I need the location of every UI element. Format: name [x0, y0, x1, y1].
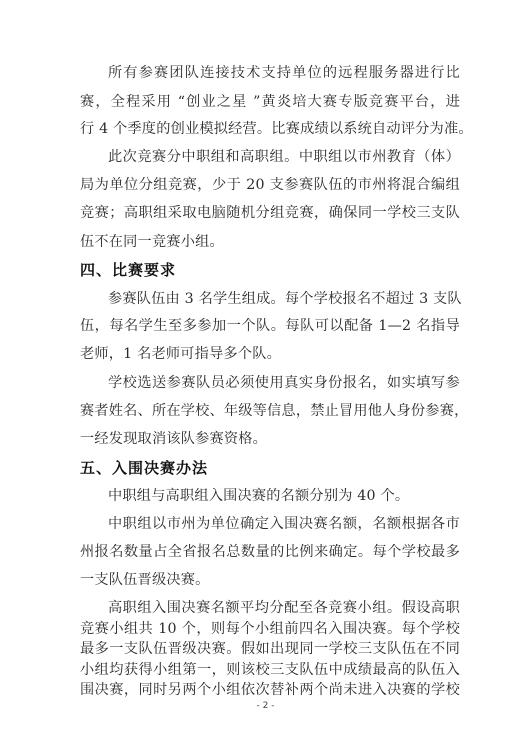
paragraph-line: 学校选送参赛队员必须使用真实身份报名，如实填写参 [108, 375, 460, 391]
paragraph-line: 老师，1 名老师可指导多个队。 [80, 346, 281, 362]
paragraph-line: 竞赛小组共 10 个，则每个小组前四名入围决赛。每个学校 [80, 620, 460, 637]
paragraph-line: 高职组入围决赛名额平均分配至各竞赛小组。假设高职 [108, 600, 460, 616]
paragraph-line: 所有参赛团队连接技术支持单位的远程服务器进行比 [108, 65, 460, 81]
paragraph-line: 竞赛；高职组采取电脑随机分组竞赛，确保同一学校三支队 [80, 205, 460, 221]
paragraph-line: 伍不在同一竞赛小组。 [80, 234, 224, 250]
paragraph-line: 小组均获得小组第一，则该校三支队伍中成绩最高的队伍入 [80, 661, 460, 678]
paragraph-line: 赛者姓名、所在学校、年级等信息，禁止冒用他人身份参赛， [80, 403, 469, 419]
page-number: - 2 - [256, 701, 275, 711]
paragraph-line: 最多一支队伍晋级决赛。假如出现同一学校三支队伍在不同 [80, 641, 460, 657]
section-heading: 四、比赛要求 [80, 261, 177, 279]
paragraph-line: 州报名数量占全省报名总数量的比例来确定。每个学校最多 [80, 544, 460, 560]
paragraph-line: 一支队伍晋级决赛。 [80, 572, 210, 588]
paragraph-line: 伍，每名学生至多参加一个队。每队可以配备 1—2 名指导 [80, 318, 460, 334]
paragraph-line: 一经发现取消该队参赛资格。 [80, 431, 268, 447]
paragraph-line: 局为单位分组竞赛，少于 20 支参赛队伍的市州将混合编组 [80, 177, 460, 193]
section-heading: 五、入围决赛办法 [80, 459, 209, 477]
paragraph-line: 中职组与高职组入围决赛的名额分别为 40 个。 [108, 488, 410, 504]
paragraph-line: 行 4 个季度的创业模拟经营。比赛成绩以系统自动评分为准。 [80, 121, 473, 137]
paragraph-line: 赛，全程采用 “创业之星 ”黄炎培大赛专版竞赛平台，进 [80, 94, 460, 110]
paragraph-line: 围决赛，同时另两个小组依次替补两个尚未进入决赛的学校 [80, 682, 460, 698]
paragraph-line: 此次竞赛分中职组和高职组。中职组以市州教育（体） [108, 149, 460, 165]
paragraph-line: 参赛队伍由 3 名学生组成。每个学校报名不超过 3 支队 [108, 291, 462, 307]
paragraph-line: 中职组以市州为单位确定入围决赛名额，名额根据各市 [108, 516, 460, 532]
